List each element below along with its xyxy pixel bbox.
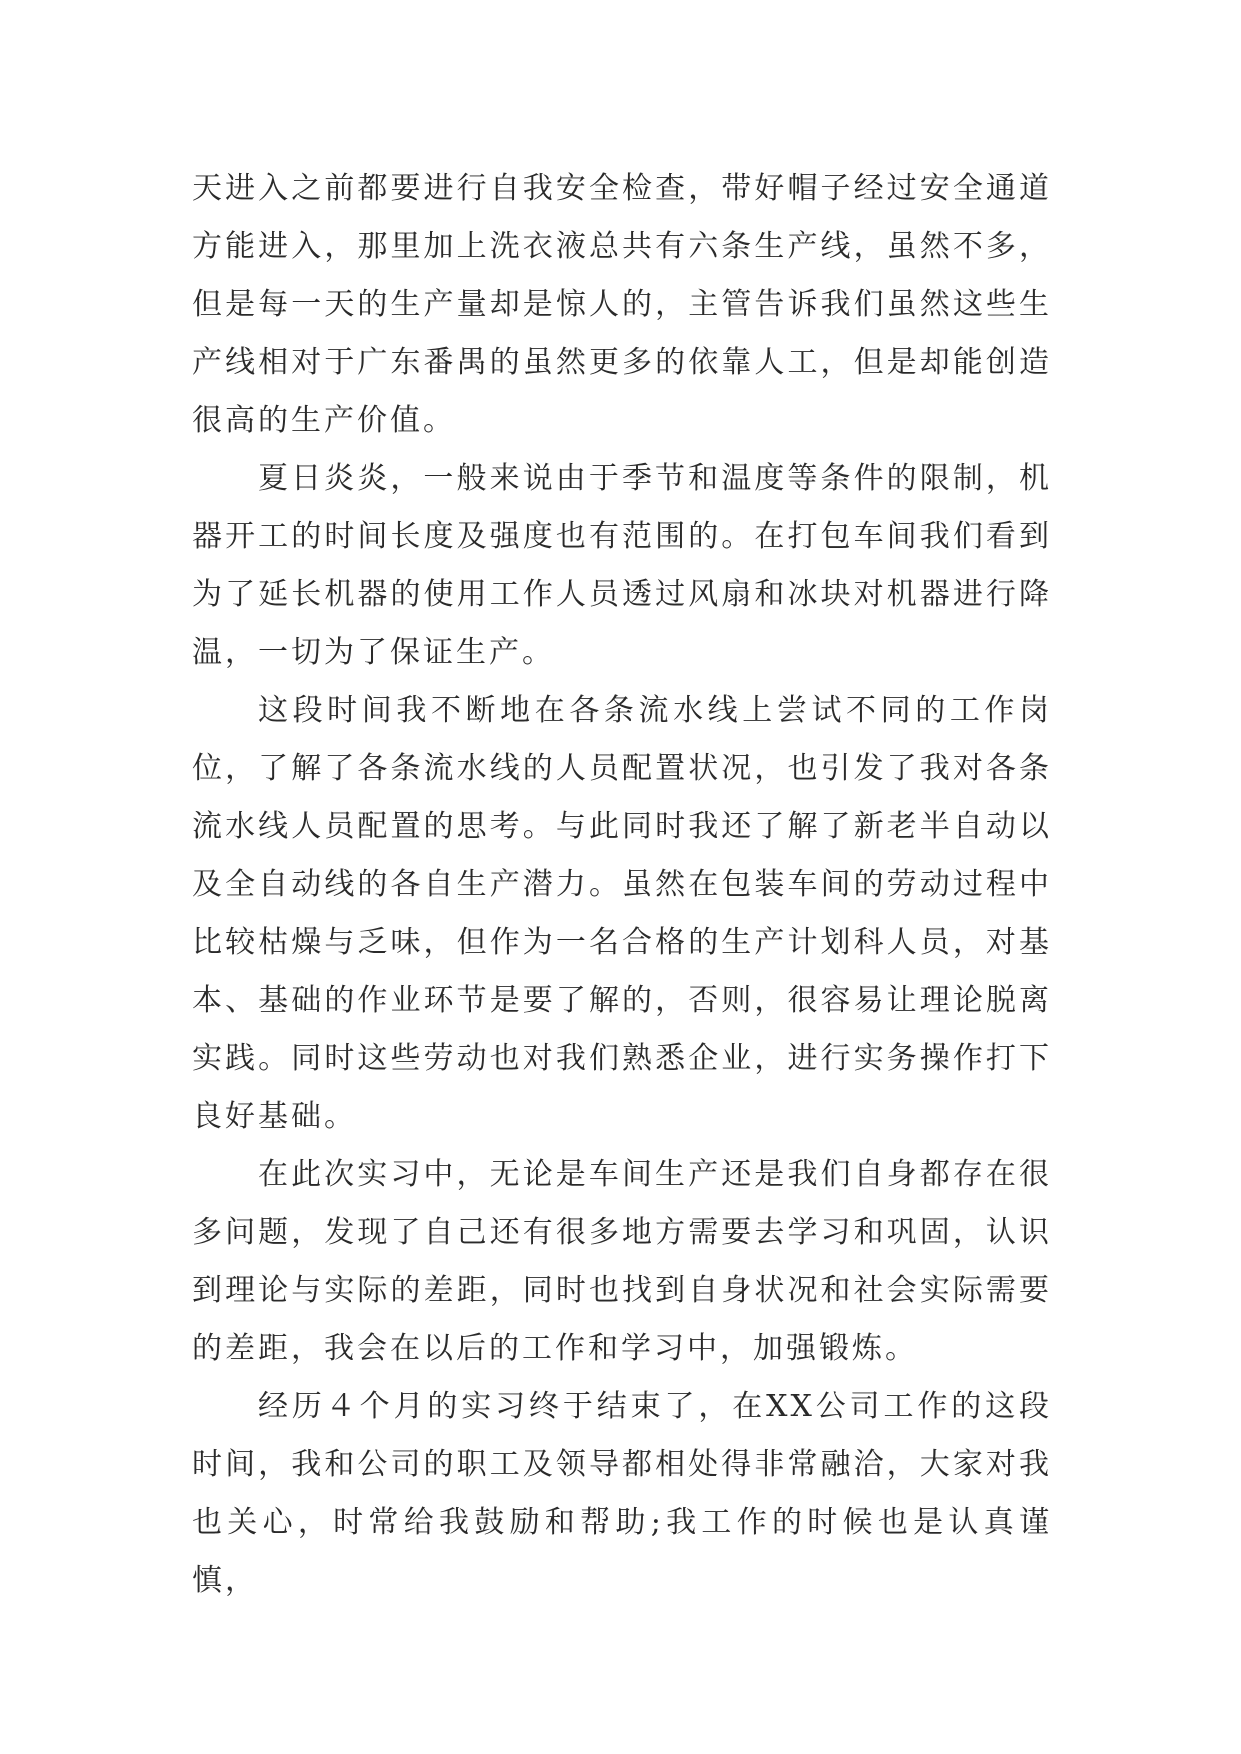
paragraph-internship-problems: 在此次实习中，无论是车间生产还是我们自身都存在很多问题，发现了自己还有很多地方需要去学习和巩固，认识到理论与实际的差距，同时也找到自身状况和社会实际需要的差距，我会在以后的工作和学习中，加强锻炼。 (192, 1157, 1052, 1366)
document-body (192, 160, 1052, 1610)
paragraph-internship-conclusion: 经历４个月的实习终于结束了，在XX公司工作的这段时间，我和公司的职工及领导都相处得非常融洽，大家对我也关心，时常给我鼓励和帮助;我工作的时候也是认真谨慎， (192, 1389, 1052, 1598)
paragraph-continuation: 天进入之前都要进行自我安全检查，带好帽子经过安全通道方能进入，那里加上洗衣液总共有六条生产线，虽然不多，但是每一天的生产量却是惊人的，主管告诉我们虽然这些生产线相对于广东番禺的虽然更多的依靠人工，但是却能创造很高的生产价值。 (192, 171, 1052, 438)
paragraph-summer-heat: 夏日炎炎，一般来说由于季节和温度等条件的限制，机器开工的时间长度及强度也有范围的。在打包车间我们看到为了延长机器的使用工作人员透过风扇和冰块对机器进行降温，一切为了保证生产。 (192, 461, 1052, 670)
paragraph-production-lines: 这段时间我不断地在各条流水线上尝试不同的工作岗位，了解了各条流水线的人员配置状况，也引发了我对各条流水线人员配置的思考。与此同时我还了解了新老半自动以及全自动线的各自生产潜力。虽然在包装车间的劳动过程中比较枯燥与乏味，但作为一名合格的生产计划科人员，对基本、基础的作业环节是要了解的，否则，很容易让理论脱离实践。同时这些劳动也对我们熟悉企业，进行实务操作打下良好基础。 (192, 693, 1052, 1134)
